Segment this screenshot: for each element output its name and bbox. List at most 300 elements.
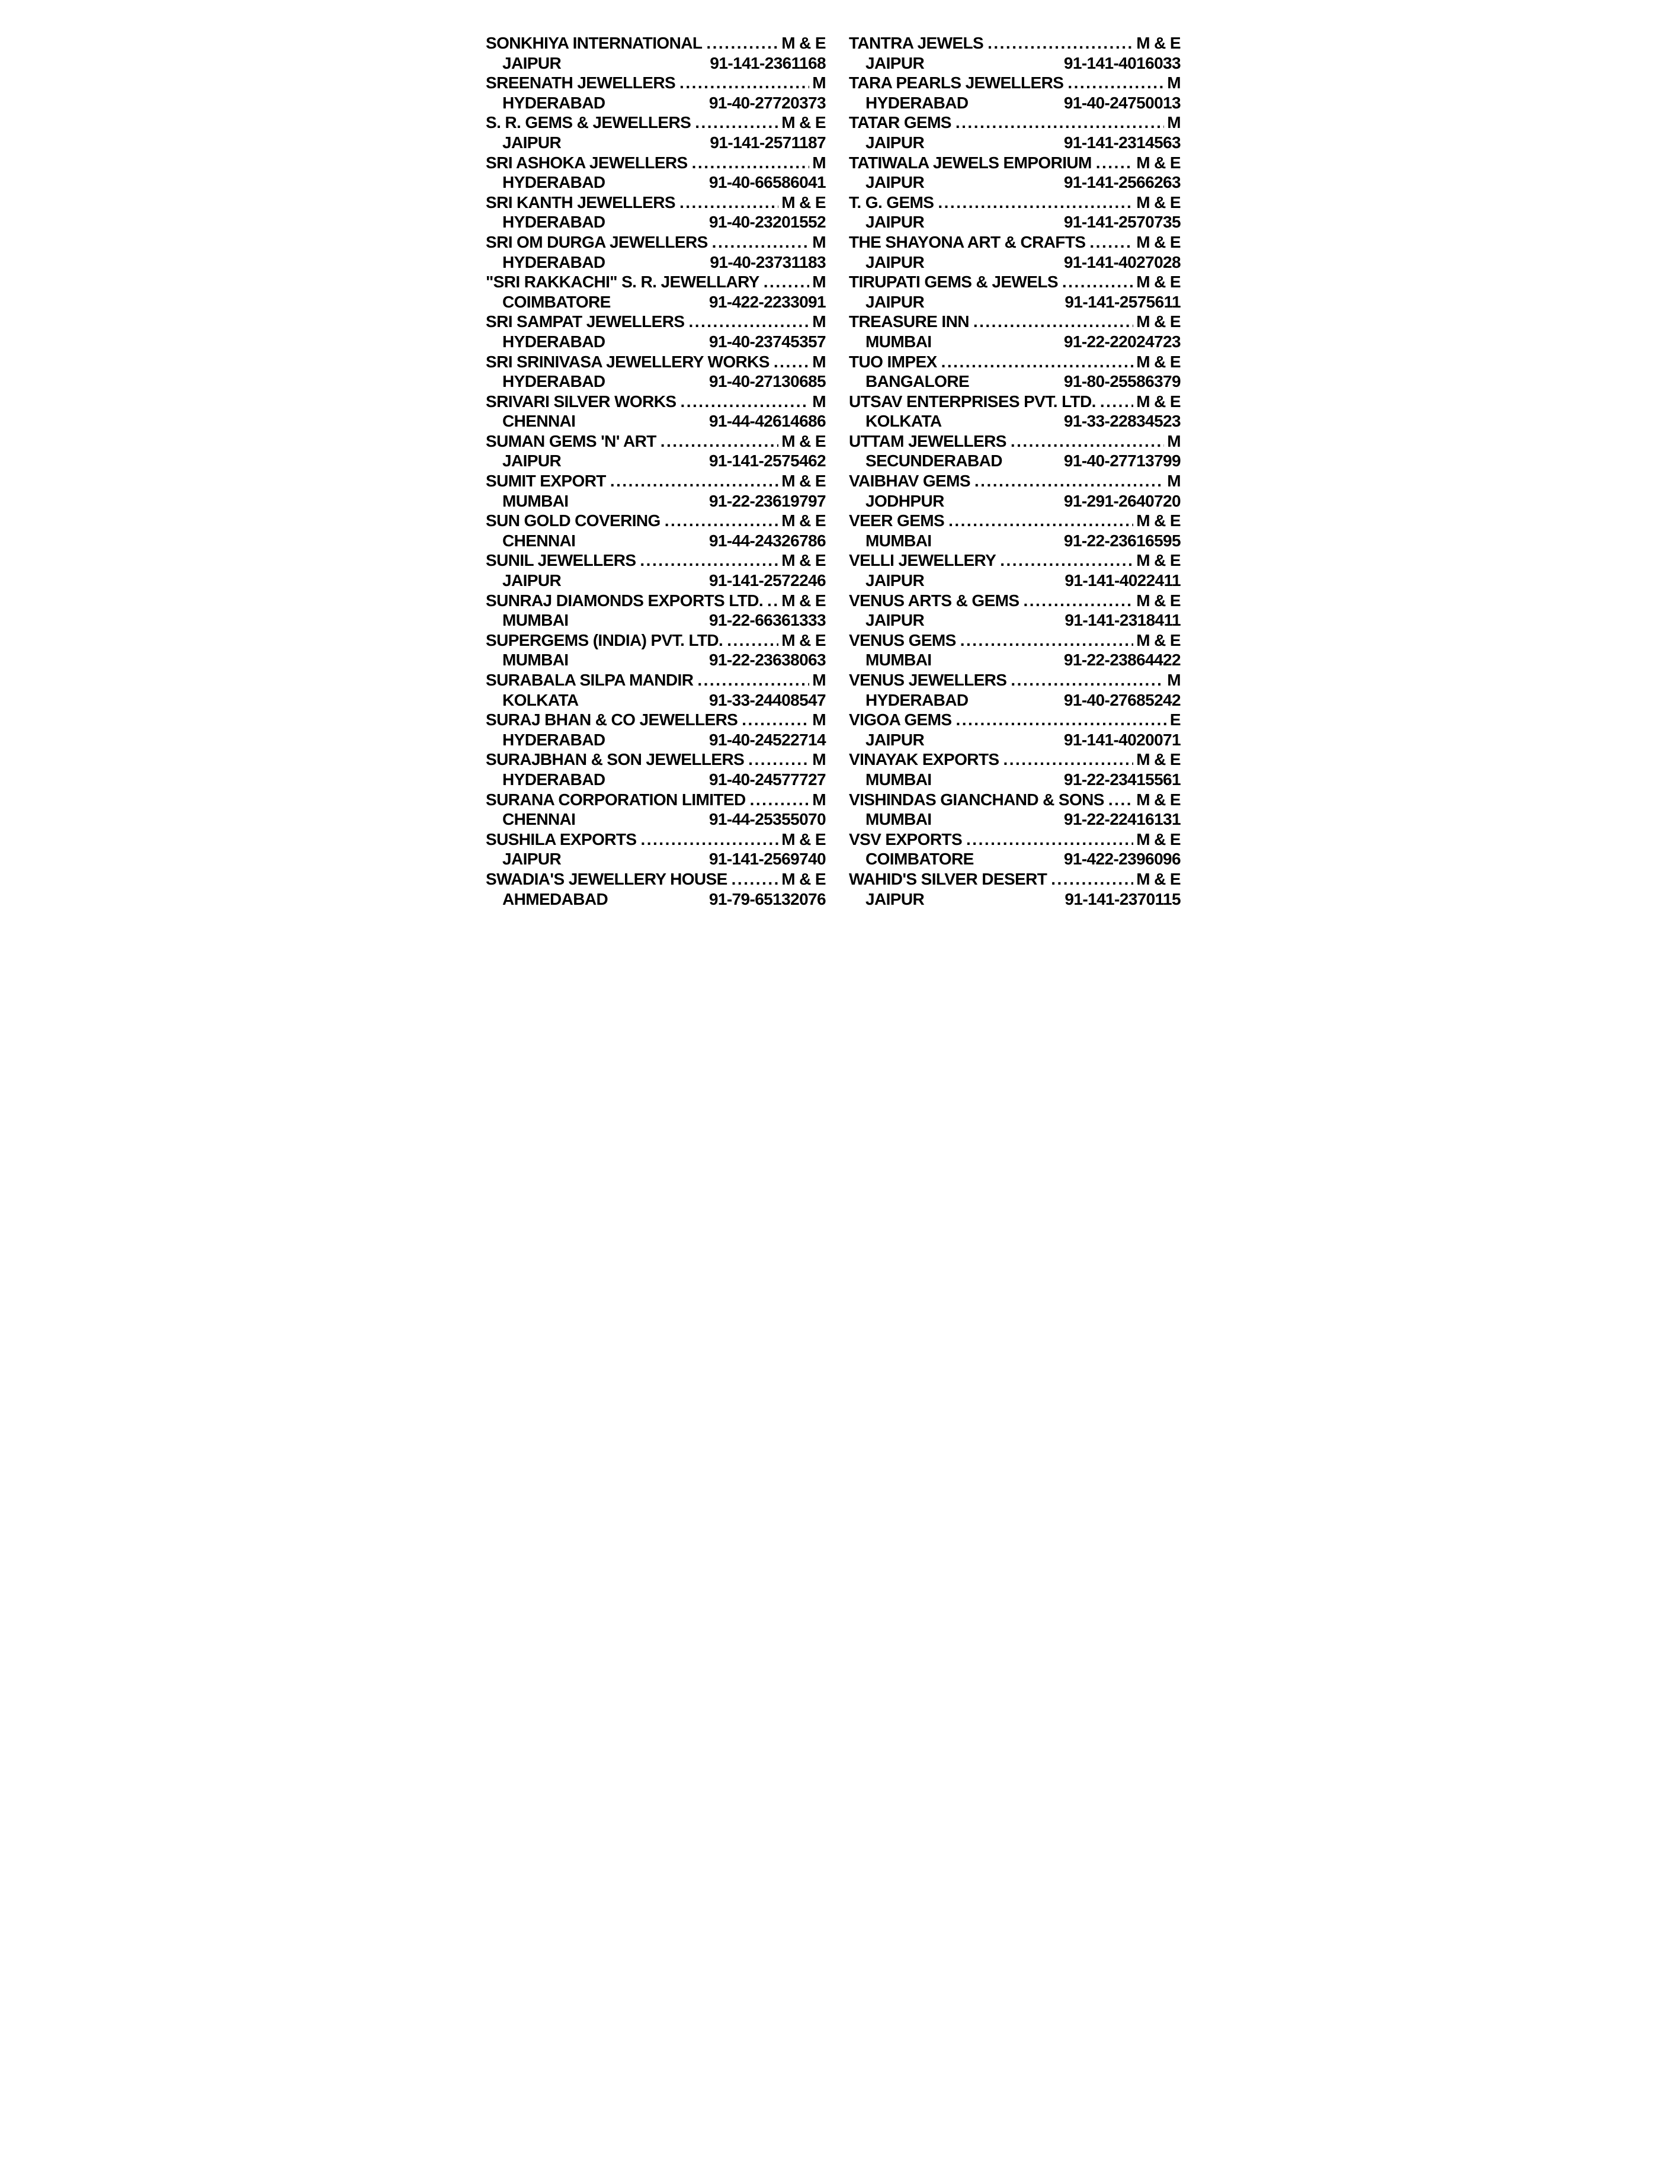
dot-leader — [727, 630, 778, 651]
directory-entry — [486, 710, 826, 750]
city: MUMBAI — [502, 611, 569, 630]
company-name: TATIWALA JEWELS EMPORIUM — [849, 153, 1092, 172]
entry-detail-line — [486, 809, 826, 830]
city: MUMBAI — [865, 651, 932, 670]
entry-detail-line — [486, 53, 826, 73]
city: CHENNAI — [502, 531, 576, 550]
entry-detail-line — [486, 849, 826, 869]
company-name: UTSAV ENTERPRISES PVT. LTD. — [849, 392, 1096, 411]
dot-leader — [742, 710, 809, 730]
dot-leader — [1023, 591, 1133, 611]
entry-detail-line — [486, 531, 826, 551]
designation-code: M & E — [781, 591, 826, 610]
dot-leader — [610, 471, 778, 491]
designation-code: M — [812, 312, 826, 331]
entry-name-line — [486, 33, 826, 53]
phone-number: 91-141-2575462 — [708, 451, 826, 470]
city: JAIPUR — [502, 451, 562, 470]
entry-name-line — [849, 830, 1181, 850]
directory-entry — [486, 591, 826, 630]
directory-entry — [849, 790, 1181, 830]
company-name: SRI SRINIVASA JEWELLERY WORKS — [486, 352, 770, 371]
phone-number: 91-22-23415561 — [1063, 770, 1181, 789]
phone-number: 91-141-2572246 — [708, 571, 826, 590]
phone-number: 91-22-23619797 — [708, 491, 826, 510]
phone-number: 91-141-2361168 — [710, 53, 826, 72]
designation-code: M — [812, 790, 826, 809]
phone-number: 91-40-24522714 — [708, 730, 826, 749]
company-name: TARA PEARLS JEWELLERS — [849, 73, 1064, 92]
entry-name-line — [486, 511, 826, 531]
dot-leader — [767, 591, 778, 611]
dot-leader — [941, 352, 1134, 372]
entry-name-line — [849, 352, 1181, 372]
entry-name-line — [486, 630, 826, 651]
phone-number: 91-141-4027028 — [1063, 252, 1181, 271]
entry-name-line — [486, 232, 826, 252]
entry-name-line — [486, 550, 826, 571]
directory-entry — [849, 471, 1181, 511]
directory-entry — [849, 830, 1181, 869]
company-name: VEER GEMS — [849, 511, 945, 530]
city: JAIPUR — [865, 252, 925, 271]
entry-detail-line — [849, 690, 1181, 710]
entry-detail-line — [486, 770, 826, 790]
dot-leader — [1062, 272, 1133, 292]
entry-name-line — [849, 392, 1181, 412]
dot-leader — [966, 830, 1133, 850]
entry-name-line — [486, 431, 826, 451]
designation-code: M — [812, 392, 826, 411]
dot-leader — [748, 750, 809, 770]
dot-leader — [1051, 869, 1133, 889]
phone-number: 91-40-24750013 — [1063, 93, 1181, 112]
phone-number: 91-44-25355070 — [708, 810, 826, 829]
entry-name-line — [486, 471, 826, 491]
directory-entry — [849, 33, 1181, 73]
designation-code: M — [1167, 113, 1181, 132]
city: JAIPUR — [865, 292, 925, 311]
city: MUMBAI — [865, 332, 932, 351]
directory-entry — [486, 73, 826, 113]
directory-entry — [486, 232, 826, 272]
directory-entry — [486, 33, 826, 73]
dot-leader — [960, 630, 1134, 651]
entry-detail-line — [486, 451, 826, 471]
phone-number: 91-22-22416131 — [1063, 810, 1181, 829]
dot-leader — [640, 830, 778, 850]
company-name: S. R. GEMS & JEWELLERS — [486, 113, 691, 132]
phone-number: 91-40-23201552 — [708, 213, 826, 232]
company-name: SURANA CORPORATION LIMITED — [486, 790, 746, 809]
entry-detail-line — [486, 889, 826, 910]
company-name: SUSHILA EXPORTS — [486, 830, 637, 848]
directory-entry — [486, 193, 826, 232]
entry-detail-line — [486, 690, 826, 710]
dot-leader — [1003, 750, 1133, 770]
phone-number: 91-291-2640720 — [1063, 491, 1181, 510]
designation-code: M — [1167, 671, 1181, 689]
city: JAIPUR — [865, 730, 925, 749]
entry-detail-line — [486, 372, 826, 392]
entry-detail-line — [486, 252, 826, 273]
entry-name-line — [849, 630, 1181, 651]
city: HYDERABAD — [502, 372, 605, 391]
entry-name-line — [486, 352, 826, 372]
dot-leader — [1089, 232, 1133, 252]
entry-name-line — [486, 750, 826, 770]
entry-detail-line — [849, 332, 1181, 352]
directory-entry — [486, 630, 826, 670]
city: JODHPUR — [865, 491, 944, 510]
entry-name-line — [486, 790, 826, 810]
city: JAIPUR — [502, 850, 562, 869]
designation-code: M — [812, 671, 826, 689]
company-name: VELLI JEWELLERY — [849, 551, 996, 570]
designation-code: M & E — [1136, 232, 1181, 251]
company-name: SRI SAMPAT JEWELLERS — [486, 312, 685, 331]
dot-leader — [679, 73, 809, 93]
city: JAIPUR — [502, 571, 562, 590]
phone-number: 91-141-4022411 — [1065, 571, 1181, 590]
phone-number: 91-141-2571187 — [710, 133, 826, 152]
dot-leader — [988, 33, 1133, 53]
designation-code: M & E — [1136, 34, 1181, 52]
entry-name-line — [849, 591, 1181, 611]
company-name: SUNRAJ DIAMONDS EXPORTS LTD. — [486, 591, 764, 610]
entry-name-line — [849, 790, 1181, 810]
company-name: SWADIA'S JEWELLERY HOUSE — [486, 869, 727, 888]
entry-name-line — [849, 272, 1181, 292]
phone-number: 91-141-2314563 — [1063, 133, 1181, 152]
dot-leader — [1000, 550, 1133, 571]
directory-entry — [486, 471, 826, 511]
entry-detail-line — [849, 212, 1181, 232]
designation-code: M & E — [781, 193, 826, 212]
entry-name-line — [849, 193, 1181, 213]
entry-name-line — [486, 153, 826, 173]
phone-number: 91-422-2233091 — [708, 292, 826, 311]
dot-leader — [679, 193, 778, 213]
city: JAIPUR — [865, 611, 925, 630]
phone-number: 91-44-42614686 — [708, 412, 826, 431]
entry-name-line — [849, 33, 1181, 53]
dot-leader — [712, 232, 810, 252]
city: MUMBAI — [502, 491, 569, 510]
phone-number: 91-22-22024723 — [1063, 332, 1181, 351]
city: KOLKATA — [502, 690, 579, 709]
entry-name-line — [849, 511, 1181, 531]
company-name: SREENATH JEWELLERS — [486, 73, 676, 92]
entry-name-line — [486, 830, 826, 850]
entry-detail-line — [849, 252, 1181, 273]
directory-entry — [486, 153, 826, 193]
company-name: SURABALA SILPA MANDIR — [486, 671, 694, 689]
directory-entry — [486, 790, 826, 830]
dot-leader — [640, 550, 778, 571]
company-name: THE SHAYONA ART & CRAFTS — [849, 232, 1086, 251]
directory-entry — [849, 869, 1181, 909]
entry-detail-line — [849, 650, 1181, 670]
designation-code: M — [812, 352, 826, 371]
directory-entry — [849, 73, 1181, 113]
entry-detail-line — [486, 292, 826, 312]
entry-detail-line — [849, 411, 1181, 431]
city: HYDERABAD — [865, 93, 969, 112]
entry-name-line — [849, 312, 1181, 332]
company-name: SURAJ BHAN & CO JEWELLERS — [486, 710, 738, 729]
company-name: SRI ASHOKA JEWELLERS — [486, 153, 688, 172]
dot-leader — [1011, 431, 1164, 451]
entry-name-line — [486, 670, 826, 690]
designation-code: M & E — [1136, 511, 1181, 530]
directory-entry — [849, 272, 1181, 312]
dot-leader — [1011, 670, 1164, 690]
directory-column-right — [849, 33, 1181, 909]
designation-code: M & E — [1136, 273, 1181, 292]
designation-code: M & E — [1136, 312, 1181, 331]
phone-number: 91-422-2396096 — [1063, 850, 1181, 869]
city: JAIPUR — [865, 173, 925, 192]
directory-entry — [486, 431, 826, 471]
directory-entry — [849, 113, 1181, 152]
city: SECUNDERABAD — [865, 451, 1002, 470]
dot-leader — [1067, 73, 1164, 93]
company-name: UTTAM JEWELLERS — [849, 431, 1006, 450]
phone-number: 91-44-24326786 — [708, 531, 826, 550]
dot-leader — [774, 352, 809, 372]
entry-detail-line — [486, 93, 826, 113]
directory-entry — [849, 193, 1181, 232]
phone-number: 91-40-27130685 — [708, 372, 826, 391]
designation-code: M & E — [1136, 551, 1181, 570]
designation-code: M — [812, 73, 826, 92]
directory-entry — [849, 511, 1181, 550]
company-name: TANTRA JEWELS — [849, 34, 984, 52]
directory-entry — [849, 312, 1181, 351]
company-name: VENUS GEMS — [849, 630, 956, 649]
phone-number: 91-79-65132076 — [708, 889, 826, 908]
company-name: SURAJBHAN & SON JEWELLERS — [486, 750, 745, 769]
designation-code: M — [812, 273, 826, 292]
city: HYDERABAD — [502, 730, 605, 749]
entry-name-line — [486, 869, 826, 889]
phone-number: 91-141-2566263 — [1063, 173, 1181, 192]
entry-detail-line — [486, 491, 826, 511]
designation-code: M — [812, 710, 826, 729]
city: CHENNAI — [502, 412, 576, 431]
directory-entry — [849, 750, 1181, 789]
designation-code: M — [812, 232, 826, 251]
directory-entry — [849, 232, 1181, 272]
dot-leader — [1108, 790, 1133, 810]
company-name: SUN GOLD COVERING — [486, 511, 661, 530]
city: HYDERABAD — [502, 93, 605, 112]
entry-name-line — [849, 670, 1181, 690]
directory-entry — [849, 431, 1181, 471]
designation-code: M — [1167, 472, 1181, 491]
dot-leader — [956, 710, 1166, 730]
entry-detail-line — [849, 730, 1181, 750]
entry-name-line — [486, 392, 826, 412]
city: JAIPUR — [502, 53, 562, 72]
dot-leader — [695, 113, 778, 133]
designation-code: M & E — [781, 869, 826, 888]
entry-detail-line — [849, 770, 1181, 790]
city: BANGALORE — [865, 372, 970, 391]
city: JAIPUR — [865, 889, 925, 908]
company-name: TIRUPATI GEMS & JEWELS — [849, 273, 1058, 292]
phone-number: 91-141-2575611 — [1065, 292, 1181, 311]
directory-entry — [486, 869, 826, 909]
designation-code: M & E — [1136, 830, 1181, 848]
entry-detail-line — [849, 133, 1181, 153]
entry-detail-line — [486, 133, 826, 153]
directory-entry — [849, 550, 1181, 590]
entry-detail-line — [849, 93, 1181, 113]
directory-entry — [486, 113, 826, 152]
directory-entry — [486, 830, 826, 869]
company-name: TUO IMPEX — [849, 352, 937, 371]
dot-leader — [1100, 392, 1133, 412]
city: HYDERABAD — [502, 252, 605, 271]
city: JAIPUR — [865, 571, 925, 590]
phone-number: 91-22-66361333 — [708, 611, 826, 630]
directory-entry — [486, 670, 826, 710]
phone-number: 91-141-4016033 — [1063, 53, 1181, 72]
designation-code: E — [1169, 710, 1181, 729]
company-name: SRI OM DURGA JEWELLERS — [486, 232, 708, 251]
dot-leader — [948, 511, 1133, 531]
dot-leader — [956, 113, 1164, 133]
company-name: SUNIL JEWELLERS — [486, 551, 636, 570]
designation-code: M & E — [1136, 193, 1181, 212]
entry-name-line — [849, 750, 1181, 770]
entry-name-line — [849, 153, 1181, 173]
phone-number: 91-33-24408547 — [708, 690, 826, 709]
directory-column-left — [486, 33, 826, 909]
designation-code: M & E — [1136, 153, 1181, 172]
entry-name-line — [849, 431, 1181, 451]
entry-detail-line — [849, 531, 1181, 551]
dot-leader — [764, 272, 810, 292]
dot-leader — [938, 193, 1133, 213]
company-name: VISHINDAS GIANCHAND & SONS — [849, 790, 1104, 809]
entry-detail-line — [849, 610, 1181, 630]
entry-name-line — [849, 471, 1181, 491]
dot-leader — [697, 670, 809, 690]
company-name: SUMAN GEMS 'N' ART — [486, 431, 656, 450]
city: AHMEDABAD — [502, 889, 608, 908]
directory-entry — [486, 750, 826, 789]
designation-code: M & E — [1136, 591, 1181, 610]
directory-entry — [849, 591, 1181, 630]
city: MUMBAI — [865, 770, 932, 789]
company-name: SRIVARI SILVER WORKS — [486, 392, 677, 411]
entry-name-line — [849, 550, 1181, 571]
company-name: T. G. GEMS — [849, 193, 934, 212]
designation-code: M & E — [781, 113, 826, 132]
city: JAIPUR — [502, 133, 562, 152]
city: HYDERABAD — [502, 332, 605, 351]
city: KOLKATA — [865, 412, 942, 431]
city: JAIPUR — [865, 133, 925, 152]
company-name: VAIBHAV GEMS — [849, 472, 970, 491]
phone-number: 91-22-23864422 — [1063, 651, 1181, 670]
city: HYDERABAD — [502, 213, 605, 232]
phone-number: 91-40-66586041 — [708, 173, 826, 192]
entry-detail-line — [849, 849, 1181, 869]
designation-code: M & E — [781, 34, 826, 52]
entry-detail-line — [486, 730, 826, 750]
company-name: TATAR GEMS — [849, 113, 951, 132]
company-name: SUMIT EXPORT — [486, 472, 606, 491]
dot-leader — [706, 33, 778, 53]
city: CHENNAI — [502, 810, 576, 829]
directory-entry — [486, 312, 826, 351]
directory-entry — [849, 710, 1181, 750]
designation-code: M & E — [1136, 630, 1181, 649]
city: JAIPUR — [865, 53, 925, 72]
dot-leader — [680, 392, 809, 412]
entry-name-line — [849, 710, 1181, 730]
phone-number: 91-141-2570735 — [1063, 213, 1181, 232]
phone-number: 91-141-2569740 — [708, 850, 826, 869]
city: JAIPUR — [865, 213, 925, 232]
entry-detail-line — [486, 650, 826, 670]
company-name: SRI KANTH JEWELLERS — [486, 193, 675, 212]
entry-name-line — [486, 193, 826, 213]
dot-leader — [1096, 153, 1133, 173]
phone-number: 91-22-23616595 — [1063, 531, 1181, 550]
city: COIMBATORE — [865, 850, 974, 869]
entry-name-line — [486, 113, 826, 133]
directory-entry — [486, 272, 826, 312]
phone-number: 91-141-2318411 — [1065, 611, 1181, 630]
designation-code: M & E — [781, 551, 826, 570]
company-name: "SRI RAKKACHI" S. R. JEWELLARY — [486, 273, 759, 292]
phone-number: 91-40-23745357 — [708, 332, 826, 351]
designation-code: M & E — [1136, 352, 1181, 371]
entry-detail-line — [849, 292, 1181, 312]
designation-code: M & E — [1136, 869, 1181, 888]
designation-code: M — [812, 750, 826, 769]
directory-entry — [486, 550, 826, 590]
company-name: VENUS ARTS & GEMS — [849, 591, 1019, 610]
phone-number: 91-40-27720373 — [708, 93, 826, 112]
phone-number: 91-40-27713799 — [1063, 451, 1181, 470]
entry-detail-line — [486, 212, 826, 232]
directory-entry — [486, 511, 826, 550]
entry-name-line — [849, 232, 1181, 252]
designation-code: M & E — [781, 830, 826, 848]
entry-detail-line — [849, 889, 1181, 910]
designation-code: M & E — [781, 472, 826, 491]
city: MUMBAI — [865, 531, 932, 550]
city: HYDERABAD — [502, 770, 605, 789]
city: MUMBAI — [502, 651, 569, 670]
dot-leader — [750, 790, 810, 810]
company-name: VENUS JEWELLERS — [849, 671, 1007, 689]
dot-leader — [732, 869, 779, 889]
company-name: VINAYAK EXPORTS — [849, 750, 999, 769]
designation-code: M — [1167, 73, 1181, 92]
dot-leader — [692, 153, 810, 173]
dot-leader — [665, 511, 779, 531]
entry-name-line — [849, 869, 1181, 889]
entry-detail-line — [849, 491, 1181, 511]
company-name: VIGOA GEMS — [849, 710, 952, 729]
